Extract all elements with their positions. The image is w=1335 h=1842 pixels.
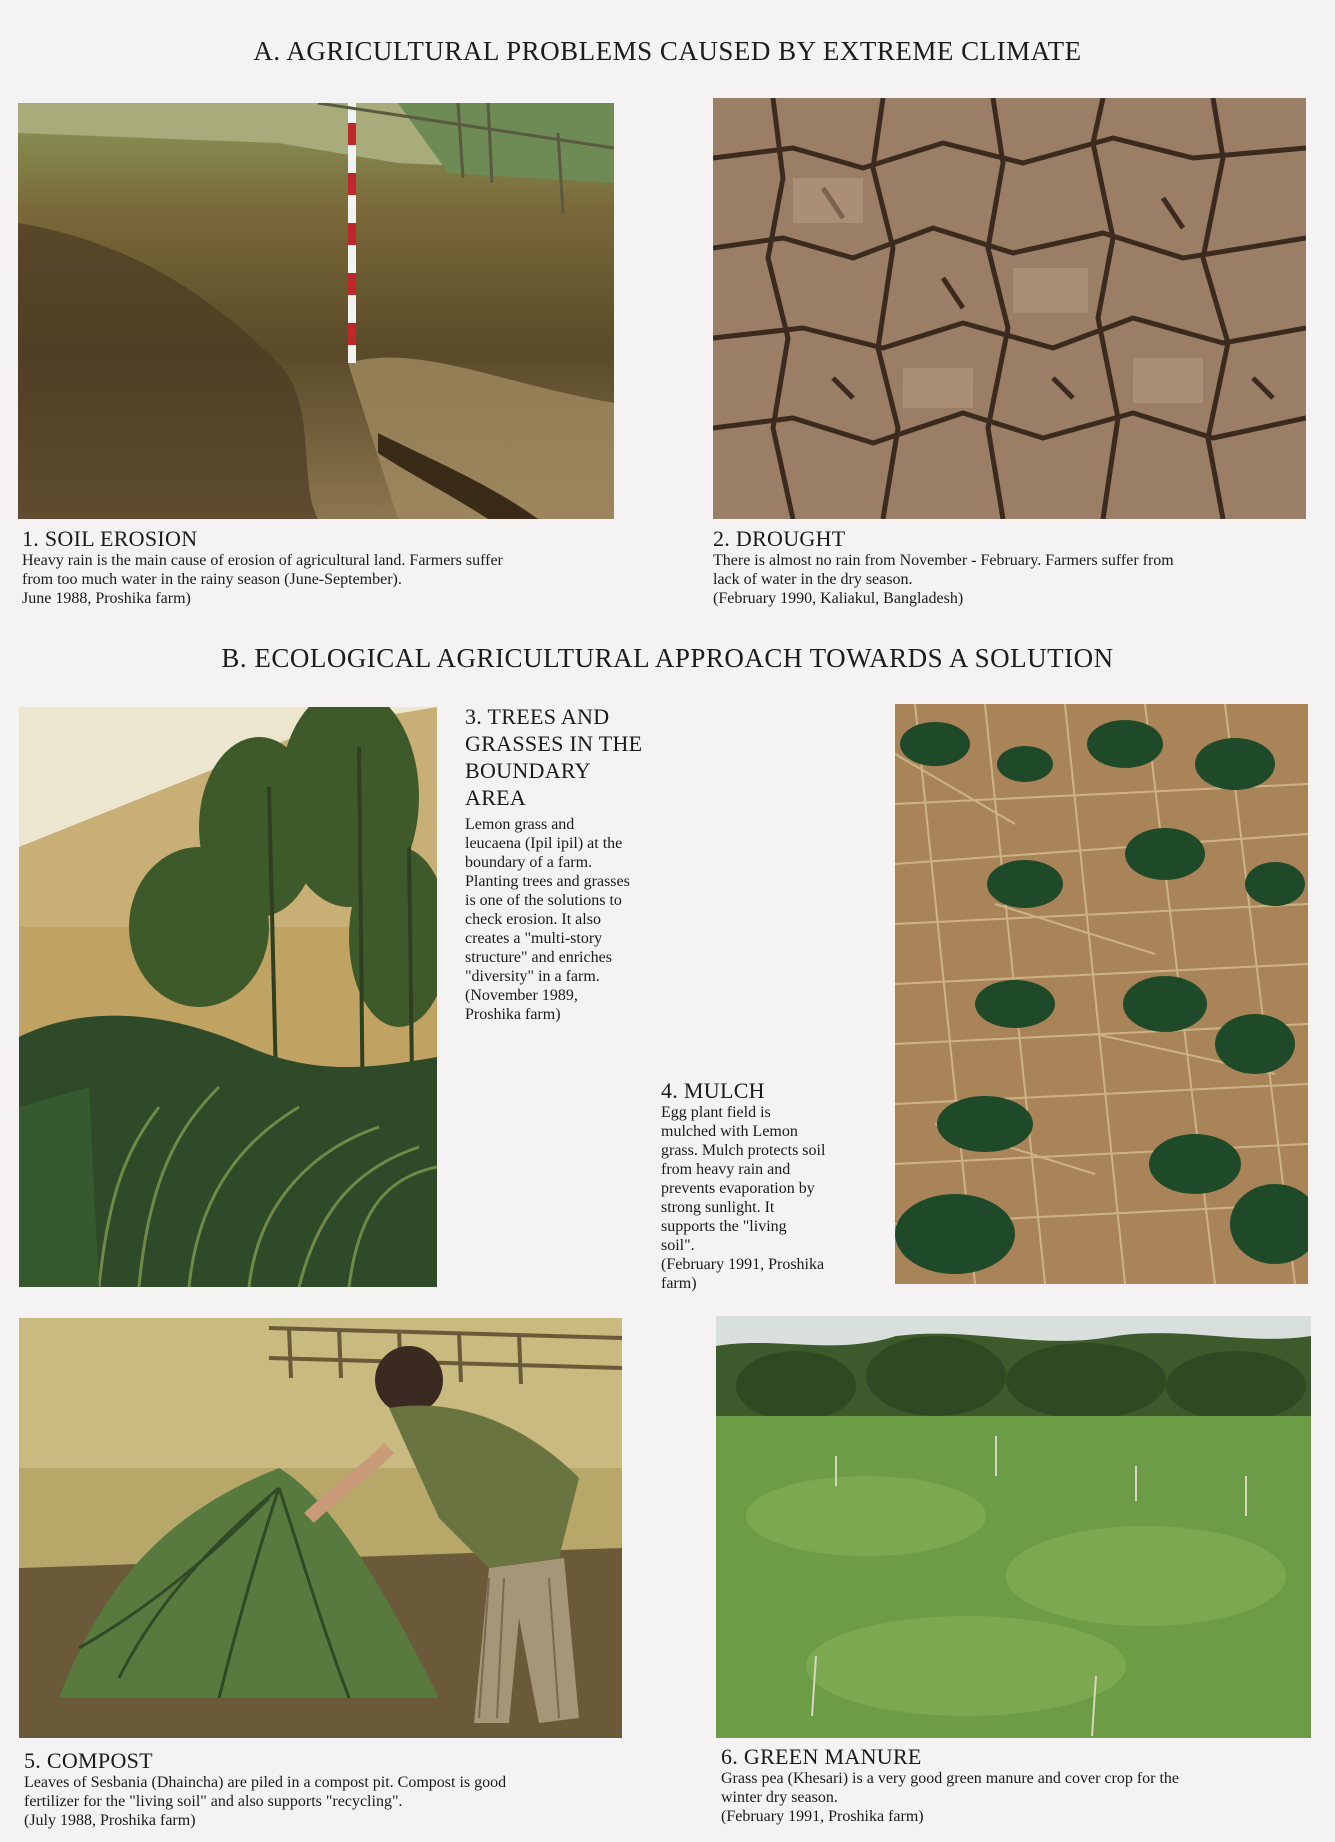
mulch-caption-line: Egg plant field is: [661, 1104, 771, 1121]
drought-caption-line: There is almost no rain from November - February. Farmers suffer from: [713, 552, 1174, 569]
boundary-trees-caption-line: leucaena (Ipil ipil) at the: [465, 835, 623, 852]
green-manure-title: 6. GREEN MANURE: [721, 1744, 922, 1769]
drought-title: 2. DROUGHT: [713, 526, 846, 551]
boundary-trees-caption-line: (November 1989,: [465, 987, 578, 1004]
soil-erosion-caption-line: Heavy rain is the main cause of erosion of agricultural land. Farmers suffer: [22, 552, 503, 569]
mulch-title: 4. MULCH: [661, 1078, 765, 1103]
boundary-trees-caption-line: Lemon grass and: [465, 816, 575, 833]
boundary-trees-caption-line: check erosion. It also: [465, 911, 601, 928]
drought-caption-line: (February 1990, Kaliakul, Bangladesh): [713, 590, 964, 607]
mulch-caption-line: mulched with Lemon: [661, 1123, 798, 1140]
boundary-trees-caption-line: Proshika farm): [465, 1006, 561, 1023]
boundary-trees-caption-line: boundary of a farm.: [465, 854, 593, 871]
mulch-caption-line: (February 1991, Proshika: [661, 1256, 825, 1273]
compost-photo: [19, 1318, 622, 1738]
boundary-trees-caption-line: is one of the solutions to: [465, 892, 622, 909]
boundary-trees-caption-line: structure" and enriches: [465, 949, 612, 966]
mulch-caption-line: supports the "living: [661, 1218, 787, 1235]
boundary-trees-caption-line: "diversity" in a farm.: [465, 968, 600, 985]
section-b-title: B. ECOLOGICAL AGRICULTURAL APPROACH TOWARDS A SOLUTION: [221, 643, 1114, 673]
green-manure-caption-line: (February 1991, Proshika farm): [721, 1808, 924, 1825]
compost-caption-line: (July 1988, Proshika farm): [24, 1812, 196, 1829]
green-manure-caption-line: winter dry season.: [721, 1789, 838, 1806]
soil-erosion-caption-line: June 1988, Proshika farm): [22, 590, 191, 607]
section-a-title: A. AGRICULTURAL PROBLEMS CAUSED BY EXTREME CLIMATE: [253, 36, 1082, 66]
boundary-trees-title-line: 3. TREES AND: [465, 704, 610, 729]
mulch-caption-line: strong sunlight. It: [661, 1199, 775, 1216]
drought-caption-line: lack of water in the dry season.: [713, 571, 913, 588]
green-manure-caption-line: Grass pea (Khesari) is a very good green manure and cover crop for the: [721, 1770, 1180, 1787]
mulch-caption-line: farm): [661, 1275, 697, 1292]
mulch-caption-line: from heavy rain and: [661, 1161, 791, 1178]
boundary-trees-title-line: BOUNDARY: [465, 758, 591, 783]
compost-caption-line: fertilizer for the "living soil" and also supports "recycling".: [24, 1793, 403, 1810]
compost-title: 5. COMPOST: [24, 1748, 153, 1773]
drought-photo: [713, 98, 1306, 519]
mulch-caption-line: prevents evaporation by: [661, 1180, 815, 1197]
boundary-trees-title-line: GRASSES IN THE: [465, 731, 643, 756]
compost-caption-line: Leaves of Sesbania (Dhaincha) are piled in a compost pit. Compost is good: [24, 1774, 507, 1791]
boundary-trees-caption-line: Planting trees and grasses: [465, 873, 630, 890]
boundary-trees-title-line: AREA: [465, 785, 527, 810]
mulch-caption-line: grass. Mulch protects soil: [661, 1142, 826, 1159]
boundary-trees-photo: [19, 707, 437, 1287]
soil-erosion-photo: [18, 103, 614, 519]
mulch-photo: [895, 704, 1308, 1284]
green-manure-photo: [716, 1316, 1311, 1738]
soil-erosion-title: 1. SOIL EROSION: [22, 526, 198, 551]
mulch-caption-line: soil".: [661, 1237, 695, 1254]
boundary-trees-caption-line: creates a "multi-story: [465, 930, 603, 947]
soil-erosion-caption-line: from too much water in the rainy season (June-September).: [22, 571, 402, 588]
